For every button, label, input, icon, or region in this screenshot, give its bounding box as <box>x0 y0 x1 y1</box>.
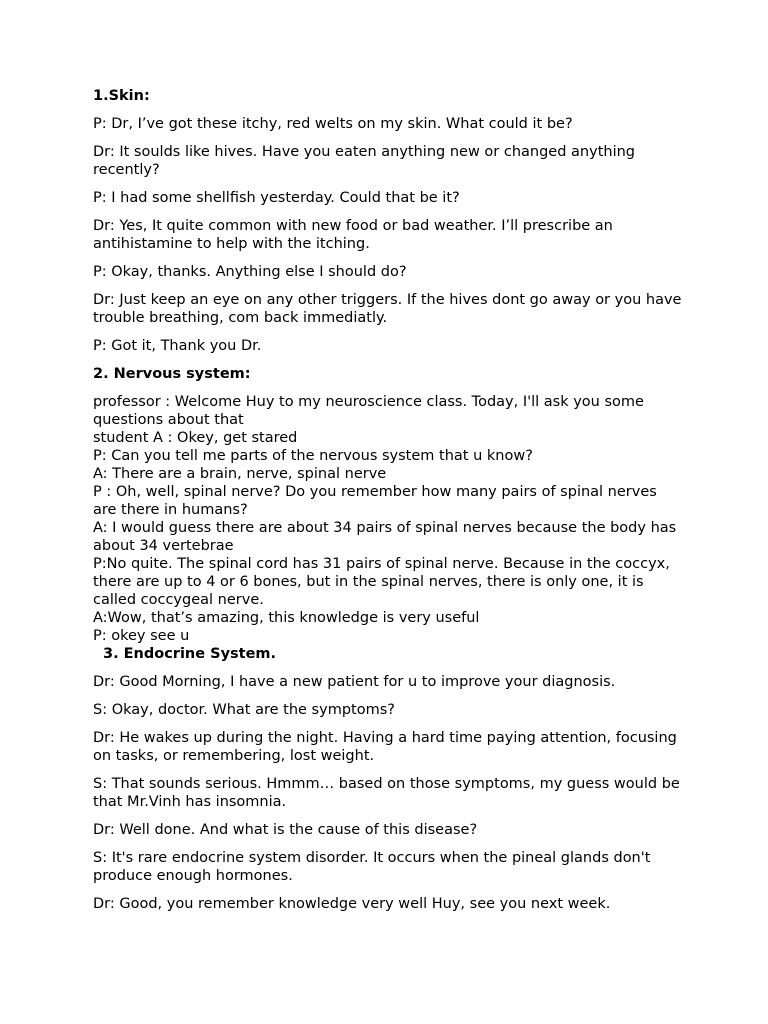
dialogue-line: P : Oh, well, spinal nerve? Do you remember how many pairs of spinal nerves are there in humans? <box>93 484 657 518</box>
dialogue-line: Dr: It soulds like hives. Have you eaten anything new or changed anything recently? <box>93 144 635 178</box>
dialogue-line: student A : Okey, get stared <box>93 430 298 446</box>
section-heading-endocrine-system: 3. Endocrine System. <box>103 646 277 662</box>
dialogue-line: P: I had some shellfish yesterday. Could that be it? <box>93 190 460 206</box>
section-nervous-system <box>93 365 683 645</box>
dialogue-line: S: It's rare endocrine system disorder. It occurs when the pineal glands don't produce enough hormones. <box>93 850 651 884</box>
dialogue-line: P: Okay, thanks. Anything else I should do? <box>93 264 407 280</box>
dialogue-line: S: Okay, doctor. What are the symptoms? <box>93 702 395 718</box>
dialogue-line: Dr: Good, you remember knowledge very well Huy, see you next week. <box>93 896 611 912</box>
dialogue-line: S: That sounds serious. Hmmm… based on those symptoms, my guess would be that Mr.Vinh has insomnia. <box>93 776 680 810</box>
section-skin <box>93 87 683 355</box>
dialogue-line: A: I would guess there are about 34 pairs of spinal nerves because the body has about 34 vertebrae <box>93 520 677 554</box>
document-body <box>93 87 683 923</box>
dialogue-line: P: Dr, I’ve got these itchy, red welts on my skin. What could it be? <box>93 116 573 132</box>
dialogue-line: Dr: Well done. And what is the cause of this disease? <box>93 822 478 838</box>
dialogue-line: Dr: Good Morning, I have a new patient for u to improve your diagnosis. <box>93 674 616 690</box>
section-heading-skin: 1.Skin: <box>93 88 150 104</box>
dialogue-line: P: Got it, Thank you Dr. <box>93 338 262 354</box>
dialogue-line: Dr: Yes, It quite common with new food or bad weather. I’ll prescribe an antihistamine to help with the itching. <box>93 218 613 252</box>
dialogue-line: Dr: He wakes up during the night. Having a hard time paying attention, focusing on tasks, or remembering, lost weight. <box>93 730 677 764</box>
dialogue-line: P:No quite. The spinal cord has 31 pairs of spinal nerve. Because in the coccyx, there are up to 4 or 6 bones, but in the spinal nerves, there is only one, it is called coccygeal nerve. <box>93 556 670 608</box>
section-heading-nervous-system: 2. Nervous system: <box>93 366 251 382</box>
section-endocrine-system <box>93 645 683 913</box>
dialogue-line: Dr: Just keep an eye on any other triggers. If the hives dont go away or you have trouble breathing, com back immediatly. <box>93 292 682 326</box>
dialogue-line: professor : Welcome Huy to my neuroscience class. Today, I'll ask you some questions about that <box>93 394 644 428</box>
dialogue-line: P: okey see u <box>93 628 190 644</box>
dialogue-line: P: Can you tell me parts of the nervous system that u know? <box>93 448 533 464</box>
dialogue-block <box>93 393 683 645</box>
dialogue-line: A: There are a brain, nerve, spinal nerve <box>93 466 387 482</box>
dialogue-line: A:Wow, that’s amazing, this knowledge is very useful <box>93 610 480 626</box>
